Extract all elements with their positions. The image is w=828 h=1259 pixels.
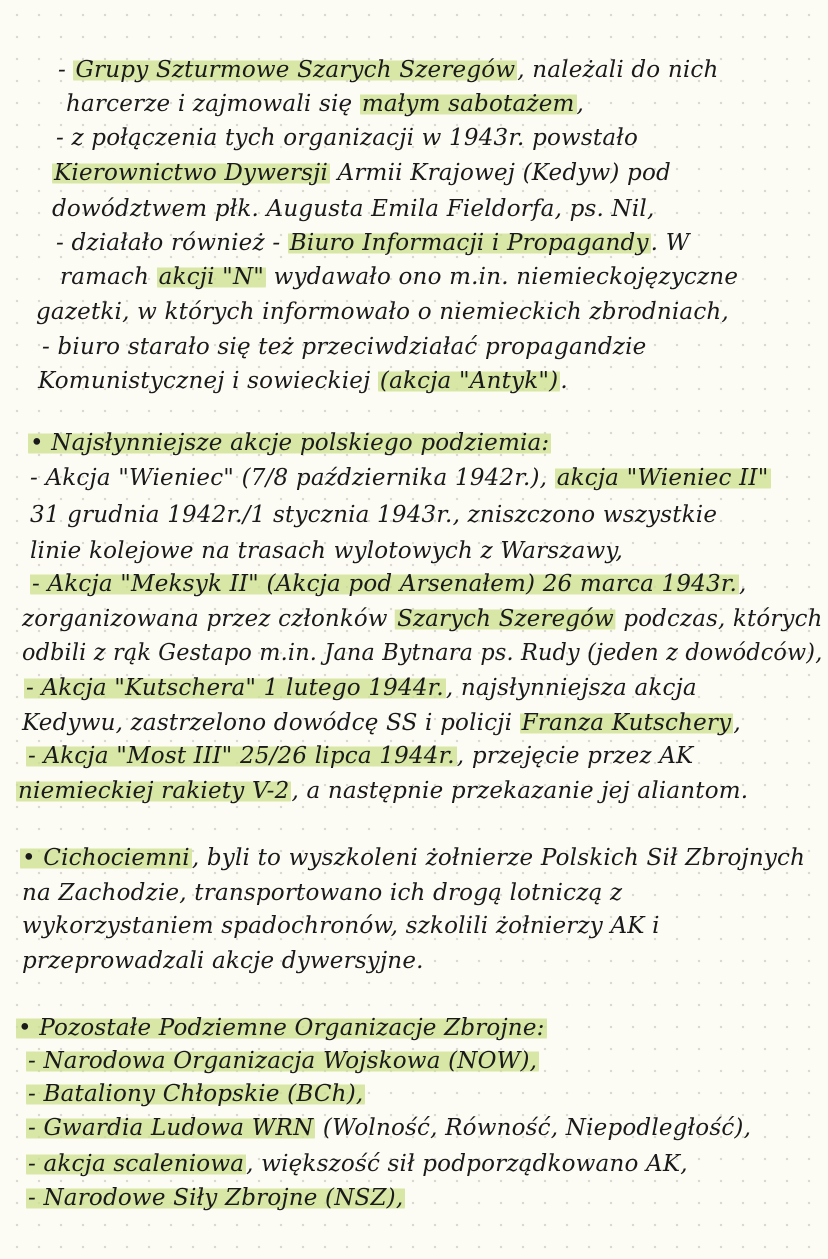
intro-line-10: Komunistycznej i sowieckiej (akcja "Antyk"). xyxy=(38,368,568,394)
highlight-cichociemni: • Cichociemni xyxy=(22,845,190,871)
others-item-bch: - Bataliony Chłopskie (BCh), xyxy=(28,1081,364,1107)
actions-line-9: - Akcja "Most III" 25/26 lipca 1944r., przejęcie przez AK xyxy=(28,743,694,769)
highlight-akcja-n: akcji "N" xyxy=(158,264,265,290)
actions-line-7: - Akcja "Kutschera" 1 lutego 1944r., najsłynniejsza akcja xyxy=(26,675,697,701)
actions-line-4: - Akcja "Meksyk II" (Akcja pod Arsenałem) 26 marca 1943r., xyxy=(32,571,747,597)
others-item-gl-wrn: - Gwardia Ludowa WRN (Wolność, Równość, Niepodległość), xyxy=(28,1115,752,1141)
highlight-maly-sabotaz: małym sabotażem xyxy=(361,91,575,117)
intro-line-9: - biuro starało się też przeciwdziałać propagandzie xyxy=(42,334,647,360)
actions-heading: • Najsłynniejsze akcje polskiego podziemia: xyxy=(30,430,550,456)
highlight-akcja-antyk: (akcja "Antyk") xyxy=(379,368,559,394)
intro-line-6: - działało również - Biuro Informacji i Propagandy. W xyxy=(56,230,690,256)
intro-line-1: - Grupy Szturmowe Szarych Szeregów, należali do nich xyxy=(58,57,719,83)
highlight-meksyk-ii: - Akcja "Meksyk II" (Akcja pod Arsenałem) 26 marca 1943r. xyxy=(32,571,738,597)
cichociemni-line-1: • Cichociemni, byli to wyszkoleni żołnierze Polskich Sił Zbrojnych xyxy=(22,845,806,871)
highlight-kedyw: Kierownictwo Dywersji xyxy=(54,160,329,186)
highlight-gwardia-ludowa: - Gwardia Ludowa WRN xyxy=(28,1115,314,1141)
actions-line-3: linie kolejowe na trasach wylotowych z Warszawy, xyxy=(30,538,624,564)
actions-line-6: odbili z rąk Gestapo m.in. Jana Bytnara ps. Rudy (jeden z dowódców), xyxy=(22,640,823,666)
highlight-bip: Biuro Informacji i Propagandy xyxy=(289,230,649,256)
intro-line-7: ramach akcji "N" wydawało ono m.in. niemieckojęzyczne xyxy=(60,264,739,290)
highlight-szare-szeregi: Szarych Szeregów xyxy=(397,606,614,632)
cichociemni-line-2: na Zachodzie, transportowano ich drogą lotniczą z xyxy=(22,880,623,906)
intro-line-4: Kierownictwo Dywersji Armii Krajowej (Kedyw) pod xyxy=(54,160,671,186)
cichociemni-line-4: przeprowadzali akcje dywersyjne. xyxy=(22,948,424,974)
others-item-now: - Narodowa Organizacja Wojskowa (NOW), xyxy=(28,1048,538,1074)
intro-line-5: dowództwem płk. Augusta Emila Fieldorfa, ps. Nil, xyxy=(52,196,655,222)
highlight-akcja-scaleniowa: - akcja scaleniowa xyxy=(28,1151,245,1177)
actions-line-8: Kedywu, zastrzelono dowódcę SS i policji Franza Kutschery, xyxy=(22,710,741,736)
others-item-nsz: - Narodowe Siły Zbrojne (NSZ), xyxy=(28,1185,404,1211)
highlight-v2: niemieckiej rakiety V-2 xyxy=(18,778,290,804)
highlight-grupy-szturmowe: Grupy Szturmowe Szarych Szeregów xyxy=(75,57,516,83)
intro-line-8: gazetki, w których informowało o niemieckich zbrodniach, xyxy=(36,299,729,325)
highlight-wieniec-ii: akcja "Wieniec II" xyxy=(556,465,769,491)
actions-line-10: niemieckiej rakiety V-2, a następnie przekazanie jej aliantom. xyxy=(18,778,749,804)
highlight-franz-kutschera: Franza Kutschery xyxy=(521,710,732,736)
actions-line-5: zorganizowana przez członków Szarych Szeregów podczas, których xyxy=(22,606,823,632)
others-item-akcja-scaleniowa: - akcja scaleniowa, większość sił podporządkowano AK, xyxy=(28,1151,688,1177)
intro-line-3: - z połączenia tych organizacji w 1943r. powstało xyxy=(56,125,638,151)
actions-line-1: - Akcja "Wieniec" (7/8 października 1942r.), akcja "Wieniec II" xyxy=(30,465,769,491)
cichociemni-line-3: wykorzystaniem spadochronów, szkolili żołnierzy AK i xyxy=(22,913,660,939)
intro-line-2: harcerze i zajmowali się małym sabotażem, xyxy=(66,91,585,117)
others-heading: • Pozostałe Podziemne Organizacje Zbrojne: xyxy=(18,1015,545,1041)
highlight-most-iii: - Akcja "Most III" 25/26 lipca 1944r. xyxy=(28,743,455,769)
highlight-kutschera: - Akcja "Kutschera" 1 lutego 1944r. xyxy=(26,675,444,701)
actions-line-2: 31 grudnia 1942r./1 stycznia 1943r., zniszczono wszystkie xyxy=(30,502,718,528)
